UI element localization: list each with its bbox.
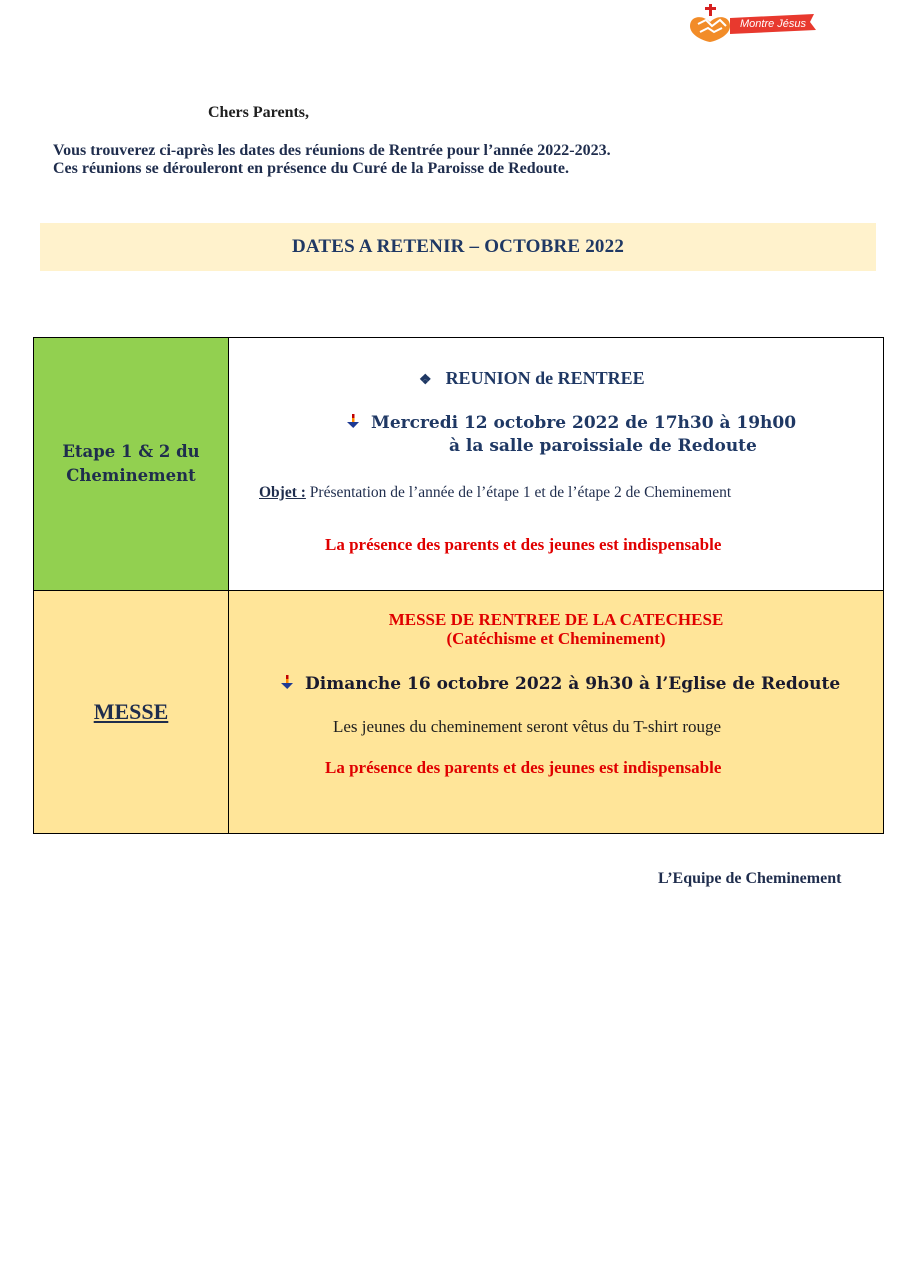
arrow-down-bullet-icon xyxy=(345,413,361,429)
meeting-date-text: Mercredi 12 octobre 2022 de 17h30 à 19h00 xyxy=(371,413,797,433)
table-row xyxy=(34,338,884,591)
row-label-cell xyxy=(34,338,229,591)
montre-jesus-logo xyxy=(686,4,818,44)
messe-heading-line-2: (Catéchisme et Cheminement) xyxy=(446,629,666,648)
tshirt-note: Les jeunes du cheminement seront vêtus du T-shirt rouge xyxy=(333,717,722,736)
messe-heading xyxy=(229,610,883,648)
row-label-line-2: Cheminement xyxy=(66,466,196,485)
reunion-heading xyxy=(419,368,645,389)
row-label-line-1: Etape 1 & 2 du xyxy=(62,442,200,461)
objet-text: Présentation de l’année de l’étape 1 et de l’étape 2 de Cheminement xyxy=(305,484,732,501)
messe-date xyxy=(279,674,840,694)
meeting-date xyxy=(345,413,796,433)
signature: L’Equipe de Cheminement xyxy=(658,870,842,887)
meeting-location: à la salle paroissiale de Redoute xyxy=(449,436,757,456)
dates-banner xyxy=(40,223,876,271)
intro-line-1: Vous trouverez ci-après les dates des réunions de Rentrée pour l’année 2022-2023. xyxy=(53,142,611,159)
row-content-cell xyxy=(229,591,884,834)
diamond-bullet-icon: ❖ xyxy=(419,373,432,388)
greeting: Chers Parents, xyxy=(208,104,310,121)
arrow-down-bullet-icon xyxy=(279,674,295,690)
intro-paragraph xyxy=(53,142,853,178)
reunion-heading-text: REUNION de RENTREE xyxy=(445,368,645,388)
intro-line-2: Ces réunions se dérouleront en présence du Curé de la Paroisse de Redoute. xyxy=(53,160,569,177)
table-row xyxy=(34,591,884,834)
banner-title: DATES A RETENIR – OCTOBRE 2022 xyxy=(291,236,625,257)
messe-date-text: Dimanche 16 octobre 2022 à 9h30 à l’Eglise de Redoute xyxy=(305,674,841,694)
messe-heading-line-1: MESSE DE RENTREE DE LA CATECHESE xyxy=(388,610,724,629)
row-label-cell xyxy=(34,591,229,834)
messe-label: MESSE xyxy=(93,699,169,724)
logo-text: Montre Jésus xyxy=(740,18,807,30)
presence-notice: La présence des parents et des jeunes est indispensable xyxy=(325,758,722,777)
objet-line xyxy=(259,484,731,502)
presence-notice: La présence des parents et des jeunes est indispensable xyxy=(325,535,722,554)
schedule-table xyxy=(33,337,884,834)
row-content-cell xyxy=(229,338,884,591)
objet-label: Objet : xyxy=(259,484,306,501)
